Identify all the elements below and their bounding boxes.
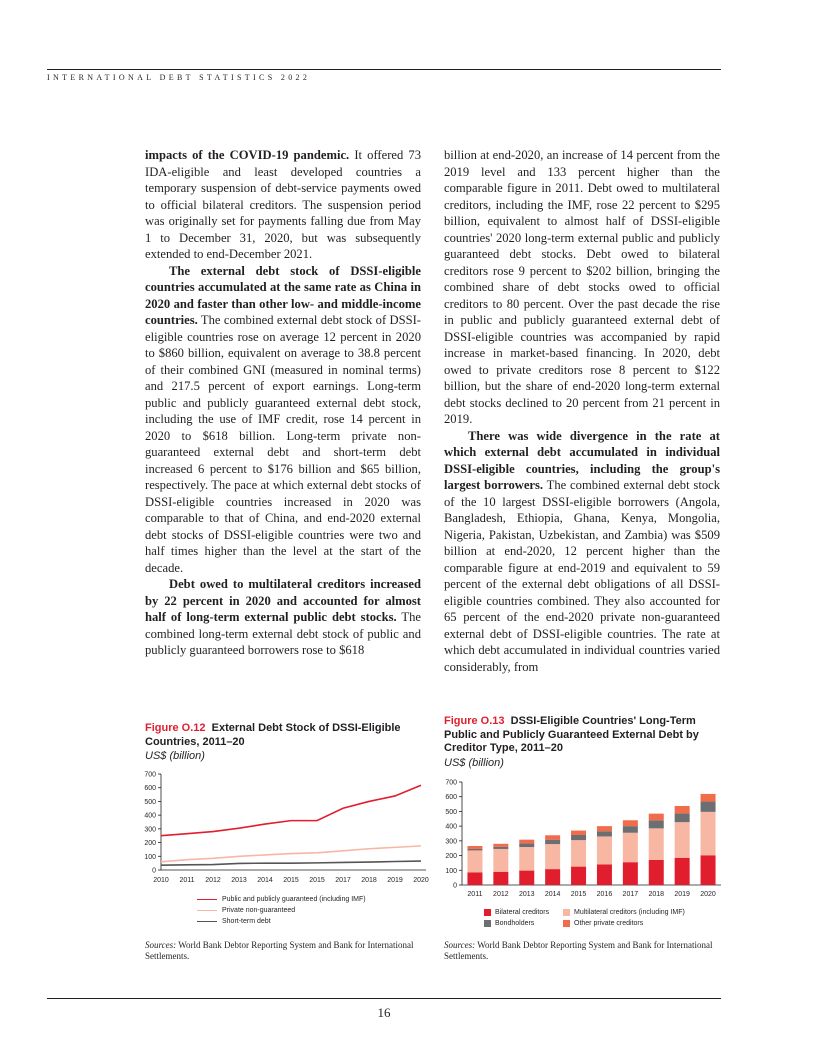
figure-unit: US$ (billion) xyxy=(444,756,504,769)
series-line xyxy=(161,861,421,865)
y-tick-label: 300 xyxy=(144,826,156,834)
legend-item xyxy=(197,916,366,927)
x-tick-label: 2012 xyxy=(493,891,509,898)
bar-segment xyxy=(571,831,586,835)
bar-segment xyxy=(545,840,560,844)
sources-label: Sources: xyxy=(145,940,177,950)
legend-label: Bondholders xyxy=(495,920,535,927)
figure-o12-header xyxy=(145,722,420,763)
x-tick-label: 2013 xyxy=(231,877,247,884)
y-tick-label: 700 xyxy=(445,779,457,787)
x-tick-label: 2014 xyxy=(257,877,273,884)
bar-segment xyxy=(675,822,690,858)
bar-segment xyxy=(597,831,612,836)
bar-segment xyxy=(597,826,612,831)
bar-segment xyxy=(649,860,664,885)
legend-label: Private non-guaranteed xyxy=(222,907,296,914)
paragraph-text: The combined external debt stock of the 10 largest DSSI-eligible borrowers (Angola, Bangladesh, Ethiopia, Ghana, Kenya, Mongolia, Nigeria, Pakistan, Uzbekistan, and Zambia) was $509 billion at end-2020, 12 percent higher than the comparable figure at end-2019 and equivalent to 59 percent of the external debt obligations of all DSSI-eligible countries combined. They also accounted for 65 percent of the end-2020 private non-guaranteed external debt of DSSI-eligible countries. The rate at which debt accumulated in individual countries varied considerably, from xyxy=(444,478,720,674)
x-tick-label: 2018 xyxy=(648,891,665,898)
bar-segment xyxy=(701,794,716,802)
y-tick-label: 100 xyxy=(445,867,457,875)
bar-segment xyxy=(571,840,586,866)
x-tick-label: 2015 xyxy=(283,877,299,884)
legend-swatch xyxy=(484,920,491,927)
x-tick-label: 2015 xyxy=(309,877,325,884)
bar-segment xyxy=(649,820,664,828)
paragraph xyxy=(444,428,720,676)
y-tick-label: 600 xyxy=(144,785,156,793)
body-column-right xyxy=(444,147,720,675)
legend-swatch xyxy=(484,909,491,916)
y-tick-label: 100 xyxy=(144,853,156,861)
bar-segment xyxy=(701,802,716,812)
bar-segment xyxy=(519,871,534,885)
lead-in: The external debt stock of DSSI-eligible countries accumulated at the same rate as China in 2020 and faster than other low- and middle-income countries. xyxy=(145,263,421,327)
bar-segment xyxy=(649,828,664,860)
bar-segment xyxy=(649,814,664,821)
bar-segment xyxy=(467,849,482,850)
bar-segment xyxy=(545,835,560,839)
legend-label: Bilateral creditors xyxy=(495,909,550,916)
figure-title xyxy=(444,715,720,756)
body-column-left xyxy=(145,147,421,659)
legend-item xyxy=(197,894,366,905)
legend-label: Short-term debt xyxy=(222,918,271,925)
page-number: 16 xyxy=(377,1005,391,1020)
paragraph-text: The combined long-term external debt stock of public and publicly guaranteed borrowers rose to $618 xyxy=(145,610,421,657)
legend-item xyxy=(197,905,366,916)
series-line xyxy=(161,785,421,835)
header-rule xyxy=(47,69,721,70)
bar-segment xyxy=(493,844,508,847)
x-tick-label: 2019 xyxy=(674,891,690,898)
sources-text: World Bank Debtor Reporting System and Bank for International Settlements. xyxy=(444,940,713,961)
legend-row xyxy=(484,918,724,929)
y-tick-label: 500 xyxy=(144,798,156,806)
bar-segment xyxy=(519,840,534,844)
series-line xyxy=(161,846,421,862)
legend-row xyxy=(484,907,724,918)
x-tick-label: 2015 xyxy=(570,891,587,898)
figure-o13-chart xyxy=(430,774,725,902)
x-tick-label: 2016 xyxy=(596,891,613,898)
bar-segment xyxy=(467,850,482,872)
figure-title-text: External Debt Stock of DSSI-Eligible Countries, 2011–20 xyxy=(145,722,401,748)
footer-rule xyxy=(47,998,721,999)
bar-segment xyxy=(545,869,560,885)
paragraph-text: It offered 73 IDA-eligible and least developed countries a temporary suspension of debt-service payments owed to official bilateral creditors. The suspension period was originally set for payments falling due from May 1 to December 31, 2020, but was subsequently extended to end-December 2021. xyxy=(145,148,421,261)
x-tick-label: 2014 xyxy=(544,891,561,898)
bar-segment xyxy=(493,872,508,885)
y-tick-label: 300 xyxy=(445,838,457,846)
y-tick-label: 500 xyxy=(445,808,457,816)
y-tick-label: 0 xyxy=(152,867,156,875)
y-tick-label: 700 xyxy=(144,771,156,779)
paragraph xyxy=(145,263,421,577)
sources-label: Sources: xyxy=(444,940,476,950)
paragraph xyxy=(145,147,421,263)
bar-segment xyxy=(701,812,716,855)
sources-text: World Bank Debtor Reporting System and Bank for International Settlements. xyxy=(145,940,414,961)
bar-segment xyxy=(675,858,690,885)
bar-segment xyxy=(675,806,690,813)
bar-segment xyxy=(493,847,508,849)
x-tick-label: 2018 xyxy=(361,877,377,884)
x-tick-label: 2010 xyxy=(153,877,169,884)
bar-segment xyxy=(519,843,534,847)
x-tick-label: 2020 xyxy=(700,891,716,898)
lead-in: Debt owed to multilateral creditors increased by 22 percent in 2020 and accounted for almost half of long-term external public debt stocks. xyxy=(145,577,421,624)
y-tick-label: 0 xyxy=(453,882,457,890)
paragraph xyxy=(145,576,421,659)
figure-number: Figure O.13 xyxy=(444,715,505,727)
x-tick-label: 2013 xyxy=(518,891,535,898)
figure-o13-header xyxy=(444,715,720,770)
figure-unit: US$ (billion) xyxy=(145,750,205,762)
bar-segment xyxy=(519,847,534,871)
y-tick-label: 200 xyxy=(445,853,457,861)
legend-swatch xyxy=(563,909,570,916)
bar-segment xyxy=(467,846,482,849)
legend-item xyxy=(484,918,563,929)
figure-title-text: DSSI-Eligible Countries' Long-Term Public and Publicly Guaranteed External Debt by Creditor Type, 2011–20 xyxy=(444,715,699,754)
legend-item xyxy=(484,907,563,918)
bar-segment xyxy=(597,836,612,864)
bar-segment xyxy=(597,864,612,885)
figure-o13-legend xyxy=(484,907,724,929)
bar-segment xyxy=(701,855,716,885)
bar-segment xyxy=(623,820,638,826)
figure-title xyxy=(145,722,420,749)
figure-o12-chart xyxy=(130,766,435,890)
x-tick-label: 2020 xyxy=(413,877,429,884)
x-tick-label: 2011 xyxy=(179,877,195,884)
legend-label: Public and publicly guaranteed (including IMF) xyxy=(222,896,366,903)
legend-swatch xyxy=(563,920,570,927)
bar-segment xyxy=(623,862,638,885)
paragraph-text: The combined external debt stock of DSSI-eligible countries rose on average 12 percent in 2020 to $860 billion, equivalent on average to 38.8 percent of their combined GNI (measured in nominal terms) and 217.5 percent of export earnings. Long-term public and publicly guaranteed external debt stock, including the use of IMF credit, rose 14 percent in 2020 to $618 billion. Long-term private non-guaranteed external debt and short-term debt increased 6 percent to $176 billion and $65 billion, respectively. The pace at which external debt stocks of DSSI-eligible countries increased in 2020 was comparable to that of China, and end-2020 external debt stocks of DSSI-eligible countries were two and half times higher than the level at the start of the decade. xyxy=(145,313,421,575)
legend-swatch xyxy=(197,921,217,922)
x-tick-label: 2019 xyxy=(387,877,403,884)
figure-o12-sources xyxy=(145,940,415,962)
y-tick-label: 600 xyxy=(445,794,457,802)
legend-swatch xyxy=(197,910,217,911)
bar-segment xyxy=(571,835,586,840)
y-tick-label: 200 xyxy=(144,840,156,848)
legend-item xyxy=(563,918,643,929)
legend-label: Multilateral creditors (including IMF) xyxy=(574,909,685,916)
bar-segment xyxy=(571,867,586,885)
legend-label: Other private creditors xyxy=(574,920,644,927)
bar-segment xyxy=(545,844,560,869)
bar-segment xyxy=(623,826,638,833)
bar-segment xyxy=(493,849,508,872)
x-tick-label: 2017 xyxy=(622,891,639,898)
bar-segment xyxy=(623,833,638,862)
x-tick-label: 2017 xyxy=(335,877,351,884)
legend-item xyxy=(563,907,685,918)
x-tick-label: 2011 xyxy=(467,891,483,898)
running-head: INTERNATIONAL DEBT STATISTICS 2022 xyxy=(47,73,311,82)
bar-segment xyxy=(675,813,690,822)
figure-o13-sources xyxy=(444,940,714,962)
y-tick-label: 400 xyxy=(144,812,156,820)
figure-o12-legend xyxy=(197,894,366,927)
figure-number: Figure O.12 xyxy=(145,722,206,734)
bar-segment xyxy=(467,872,482,885)
paragraph: billion at end-2020, an increase of 14 percent from the 2019 level and 133 percent higher than the comparable figure in 2011. Debt owed to multilateral creditors, including the IMF, rose 22 percent to $295 billion, equivalent to almost half of DSSI-eligible countries' 2020 long-term external public and publicly guaranteed debt stocks. Debt owed to bilateral creditors rose 9 percent to $202 billion, bringing the combined share of debt stocks owed to official creditors to 80 percent. Over the past decade the rise in public and publicly guaranteed external debt of DSSI-eligible countries was accompanied by rapid increase in market-based financing. In 2020, debt owed to private creditors rose 8 percent to $122 billion, but the share of end-2020 long-term external debt stocks declined to 20 percent from 21 percent in 2019. xyxy=(444,148,720,426)
lead-in: There was wide divergence in the rate at which external debt accumulated in individual DSSI-eligible countries, including the group's largest borrowers. xyxy=(444,428,720,492)
x-tick-label: 2012 xyxy=(205,877,221,884)
y-tick-label: 400 xyxy=(445,823,457,831)
legend-swatch xyxy=(197,899,217,900)
lead-in: impacts of the COVID-19 pandemic. xyxy=(145,148,350,162)
